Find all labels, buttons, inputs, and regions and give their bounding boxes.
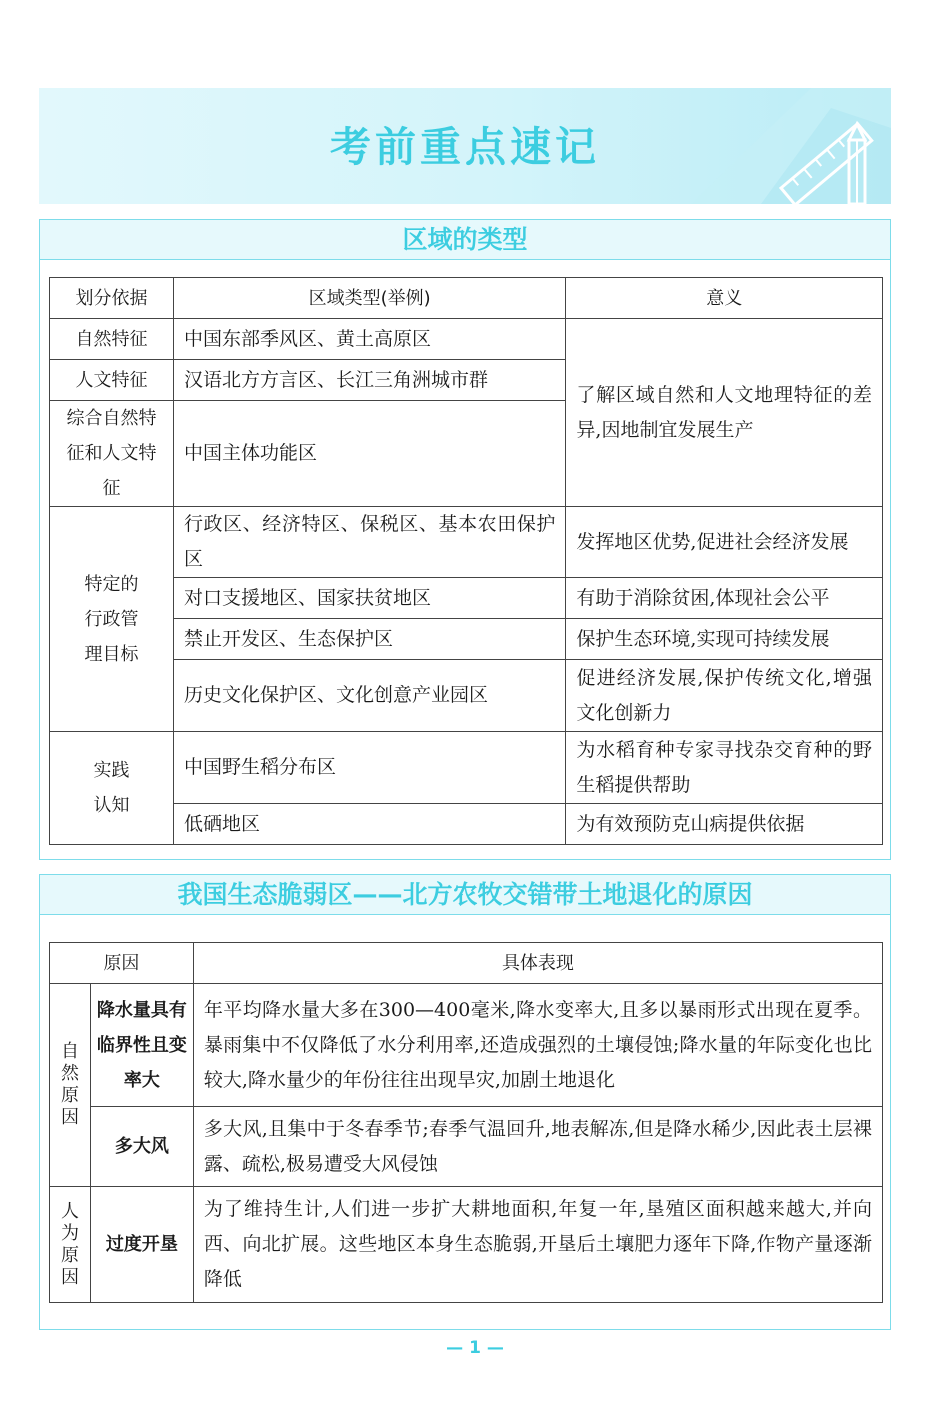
example-cell: 历史文化保护区、文化创意产业园区 (173, 660, 565, 732)
category-cell: 自然原因 (50, 984, 91, 1187)
section-title: 区域的类型 (40, 220, 890, 260)
land-degradation-section (39, 874, 891, 1330)
meaning-cell: 发挥地区优势,促进社会经济发展 (566, 507, 883, 578)
page-number: — 1 — (446, 1338, 504, 1358)
table-row (50, 804, 883, 845)
basis-cell: 人文特征 (50, 360, 174, 401)
example-cell: 中国东部季风区、黄土高原区 (173, 319, 565, 360)
table-row (50, 578, 883, 619)
table-row (50, 1187, 883, 1303)
table-row (50, 619, 883, 660)
basis-cell: 自然特征 (50, 319, 174, 360)
table-row (50, 1107, 883, 1187)
table-row (50, 984, 883, 1107)
meaning-cell: 有助于消除贫困,体现社会公平 (566, 578, 883, 619)
example-cell: 汉语北方方言区、长江三角洲城市群 (173, 360, 565, 401)
example-cell: 中国野生稻分布区 (173, 732, 565, 804)
example-cell: 行政区、经济特区、保税区、基本农田保护区 (173, 507, 565, 578)
section-title: 我国生态脆弱区——北方农牧交错带土地退化的原因 (40, 875, 890, 915)
basis-cell: 特定的行政管理目标 (50, 507, 174, 732)
basis-cell: 实践认知 (50, 732, 174, 845)
ruler-pencil-icon (631, 88, 891, 204)
region-types-section (39, 219, 891, 860)
table-header-row (50, 943, 883, 984)
meaning-cell: 了解区域自然和人文地理特征的差异,因地制宜发展生产 (566, 319, 883, 507)
table-header-row (50, 278, 883, 319)
detail-cell: 年平均降水量大多在300—400毫米,降水变率大,且多以暴雨形式出现在夏季。暴雨集中不仅降低了水分利用率,还造成强烈的土壤侵蚀;降水量的年际变化也比较大,降水量少的年份往往出现旱灾,加剧土地退化 (193, 984, 882, 1107)
factor-cell: 过度开垦 (90, 1187, 193, 1303)
meaning-cell: 为有效预防克山病提供依据 (566, 804, 883, 845)
table-row (50, 660, 883, 732)
table-row (50, 319, 883, 360)
page-title: 考前重点速记 (330, 123, 600, 171)
factor-cell: 多大风 (90, 1107, 193, 1187)
meaning-cell: 为水稻育种专家寻找杂交育种的野生稻提供帮助 (566, 732, 883, 804)
factor-cell: 降水量具有临界性且变率大 (90, 984, 193, 1107)
column-header: 意义 (566, 278, 883, 319)
header-banner (39, 88, 891, 204)
table-row (50, 507, 883, 578)
detail-cell: 为了维持生计,人们进一步扩大耕地面积,年复一年,垦殖区面积越来越大,并向西、向北扩展。这些地区本身生态脆弱,开垦后土壤肥力逐年下降,作物产量逐渐降低 (193, 1187, 882, 1303)
basis-cell: 综合自然特征和人文特征 (50, 401, 174, 507)
category-cell: 人为原因 (50, 1187, 91, 1303)
meaning-cell: 保护生态环境,实现可持续发展 (566, 619, 883, 660)
column-header: 划分依据 (50, 278, 174, 319)
example-cell: 中国主体功能区 (173, 401, 565, 507)
example-cell: 禁止开发区、生态保护区 (173, 619, 565, 660)
column-header: 具体表现 (193, 943, 882, 984)
region-types-table (49, 277, 883, 845)
example-cell: 低硒地区 (173, 804, 565, 845)
example-cell: 对口支援地区、国家扶贫地区 (173, 578, 565, 619)
column-header: 区域类型(举例) (173, 278, 565, 319)
land-degradation-table (49, 942, 883, 1303)
detail-cell: 多大风,且集中于冬春季节;春季气温回升,地表解冻,但是降水稀少,因此表土层裸露、疏松,极易遭受大风侵蚀 (193, 1107, 882, 1187)
meaning-cell: 促进经济发展,保护传统文化,增强文化创新力 (566, 660, 883, 732)
column-header: 原因 (50, 943, 194, 984)
table-row (50, 732, 883, 804)
